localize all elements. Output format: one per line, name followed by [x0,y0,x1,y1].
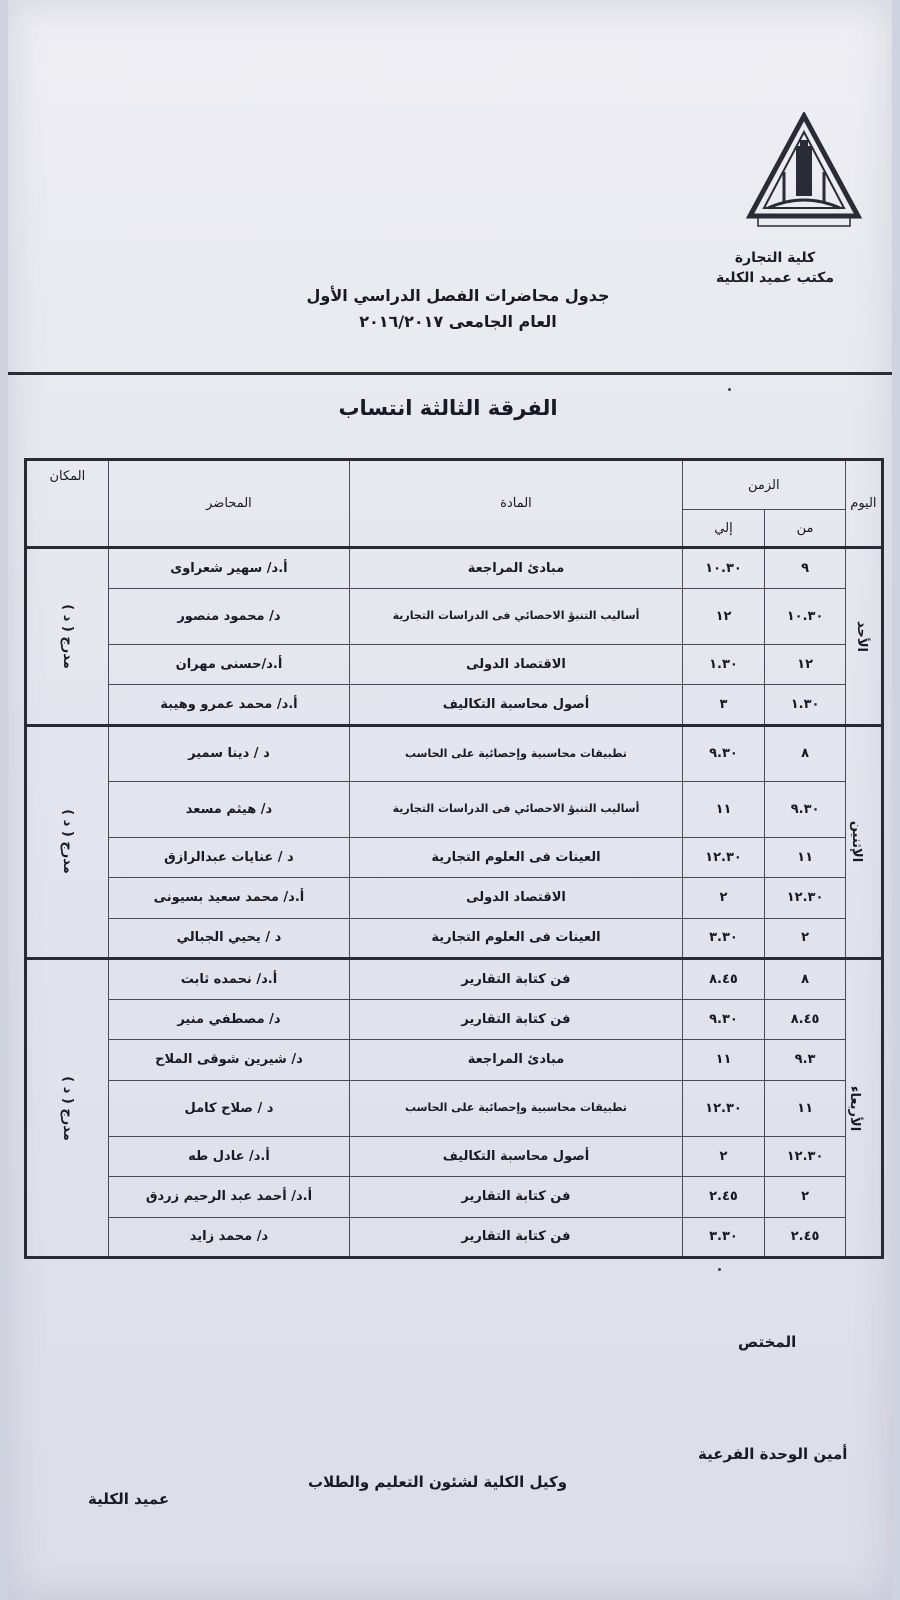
dean-office: مكتب عميد الكلية [716,270,834,286]
lecturer-cell: د / عنايات عبدالرازق [108,837,350,878]
lecturer-cell: د/ شيرين شوقى الملاح [108,1040,350,1081]
col-day-header: اليوم [845,460,882,548]
day-name: الأحد [853,620,869,652]
lecturer-cell: د / يحيي الجبالي [108,918,350,959]
lecturer-cell: د/ محمود منصور [108,588,350,644]
schedule-table [24,458,884,1259]
table-row [26,1136,883,1177]
subject-cell: أصول محاسبة التكاليف [350,1136,682,1177]
header-divider [8,372,892,375]
lecturer-cell: أ.د/حسنى مهران [108,644,350,685]
table-row [26,918,883,959]
title-line-2: العام الجامعى ٢٠١٦/٢٠١٧ [359,312,557,331]
table-row [26,999,883,1040]
lecturer-cell: أ.د/ محمد سعيد بسيونى [108,878,350,919]
time-to-cell: ٢.٤٥ [682,1177,765,1218]
col-to-header: إلي [682,510,765,548]
col-lecturer-header: المحاضر [108,460,350,548]
dean-label: عميد الكلية [88,1490,170,1508]
table-row [26,1177,883,1218]
table-row [26,644,883,685]
time-from-cell: ٢ [765,1177,846,1218]
section-title: الفرقة الثالثة انتساب [338,396,558,420]
lecturer-cell: د / صلاح كامل [108,1080,350,1136]
time-from-cell: ١٢.٣٠ [765,1136,846,1177]
lecturer-cell: أ.د/ أحمد عبد الرحيم زردق [108,1177,350,1218]
day-cell [845,725,882,959]
time-to-cell: ٣.٣٠ [682,1217,765,1258]
table-row [26,685,883,726]
table-row [26,959,883,1000]
faculty-header [716,248,834,288]
lecturer-cell: د/ مصطفي منير [108,999,350,1040]
time-from-cell: ٨.٤٥ [765,999,846,1040]
place-cell [26,725,109,959]
time-to-cell: ٣ [682,685,765,726]
document-sheet [8,0,892,1600]
title-line-1: جدول محاضرات الفصل الدراسي الأول [306,286,610,305]
time-from-cell: ٩.٣٠ [765,781,846,837]
table-row [26,1080,883,1136]
subject-cell: أصول محاسبة التكاليف [350,685,682,726]
table-row [26,1040,883,1081]
day-name: الإثنين [848,821,864,863]
day-cell [845,959,882,1258]
subject-cell: فن كتابة التقارير [350,999,682,1040]
specialist-label: المختص [738,1333,797,1351]
document-title [288,283,628,335]
time-to-cell: ١٢ [682,588,765,644]
col-time-header: الزمن [682,460,845,510]
time-to-cell: ٩.٣٠ [682,999,765,1040]
table-row [26,1217,883,1258]
faculty-name: كلية التجارة [734,250,816,266]
time-to-cell: ٣.٣٠ [682,918,765,959]
time-to-cell: ١٢.٣٠ [682,1080,765,1136]
col-place-header: المكان [26,460,109,548]
print-speck [728,388,731,391]
time-to-cell: ١.٣٠ [682,644,765,685]
vice-dean-label: وكيل الكلية لشئون التعليم والطلاب [308,1473,568,1491]
lecturer-cell: د/ هيثم مسعد [108,781,350,837]
lecturer-cell: أ.د/ سهير شعراوى [108,548,350,589]
time-from-cell: ١١ [765,837,846,878]
subject-cell: مبادئ المراجعة [350,548,682,589]
table-row [26,725,883,781]
subject-cell: تطبيقات محاسبية وإحصائية على الحاسب [350,725,682,781]
subject-cell: الاقتصاد الدولى [350,644,682,685]
subject-cell: مبادئ المراجعة [350,1040,682,1081]
col-from-header: من [765,510,846,548]
table-row [26,588,883,644]
time-from-cell: ١٢.٣٠ [765,878,846,919]
time-to-cell: ٩.٣٠ [682,725,765,781]
time-from-cell: ٨ [765,959,846,1000]
subject-cell: فن كتابة التقارير [350,959,682,1000]
time-from-cell: ١٢ [765,644,846,685]
table-row [26,878,883,919]
time-to-cell: ١٢.٣٠ [682,837,765,878]
subject-cell: تطبيقات محاسبية وإحصائية على الحاسب [350,1080,682,1136]
time-to-cell: ١٠.٣٠ [682,548,765,589]
subject-cell: العينات فى العلوم التجارية [350,837,682,878]
time-to-cell: ٨.٤٥ [682,959,765,1000]
subject-cell: أساليب التنبؤ الاحصائي فى الدراسات التجارية [350,781,682,837]
lecturer-cell: أ.د/ نحمده ثابت [108,959,350,1000]
time-from-cell: ٢.٤٥ [765,1217,846,1258]
time-to-cell: ١١ [682,1040,765,1081]
lecturer-cell: د/ محمد زايد [108,1217,350,1258]
place-name: مدرج ( د ) [59,603,75,669]
place-cell [26,959,109,1258]
subject-cell: العينات فى العلوم التجارية [350,918,682,959]
branch-secretary-label: أمين الوحدة الفرعية [698,1445,848,1463]
lecturer-cell: أ.د/ محمد عمرو وهيبة [108,685,350,726]
time-from-cell: ٩.٣ [765,1040,846,1081]
time-from-cell: ٩ [765,548,846,589]
table-row [26,548,883,589]
time-from-cell: ٢ [765,918,846,959]
time-from-cell: ١٠.٣٠ [765,588,846,644]
lecturer-cell: د / دينا سمير [108,725,350,781]
time-to-cell: ٢ [682,1136,765,1177]
print-speck [718,1268,721,1271]
place-name: مدرج ( د ) [59,1075,75,1141]
subject-cell: فن كتابة التقارير [350,1217,682,1258]
time-from-cell: ١١ [765,1080,846,1136]
col-subject-header: المادة [350,460,682,548]
time-from-cell: ١.٣٠ [765,685,846,726]
subject-cell: الاقتصاد الدولى [350,878,682,919]
time-from-cell: ٨ [765,725,846,781]
subject-cell: أساليب التنبؤ الاحصائي فى الدراسات التجارية [350,588,682,644]
day-name: الأربعاء [846,1085,862,1131]
schedule-body [26,548,883,1258]
subject-cell: فن كتابة التقارير [350,1177,682,1218]
time-to-cell: ٢ [682,878,765,919]
header-row [26,460,883,510]
day-cell [845,548,882,726]
time-to-cell: ١١ [682,781,765,837]
lecturer-cell: أ.د/ عادل طه [108,1136,350,1177]
university-logo-icon [744,112,864,230]
table-row [26,837,883,878]
place-name: مدرج ( د ) [59,809,75,875]
place-cell [26,548,109,726]
table-row [26,781,883,837]
